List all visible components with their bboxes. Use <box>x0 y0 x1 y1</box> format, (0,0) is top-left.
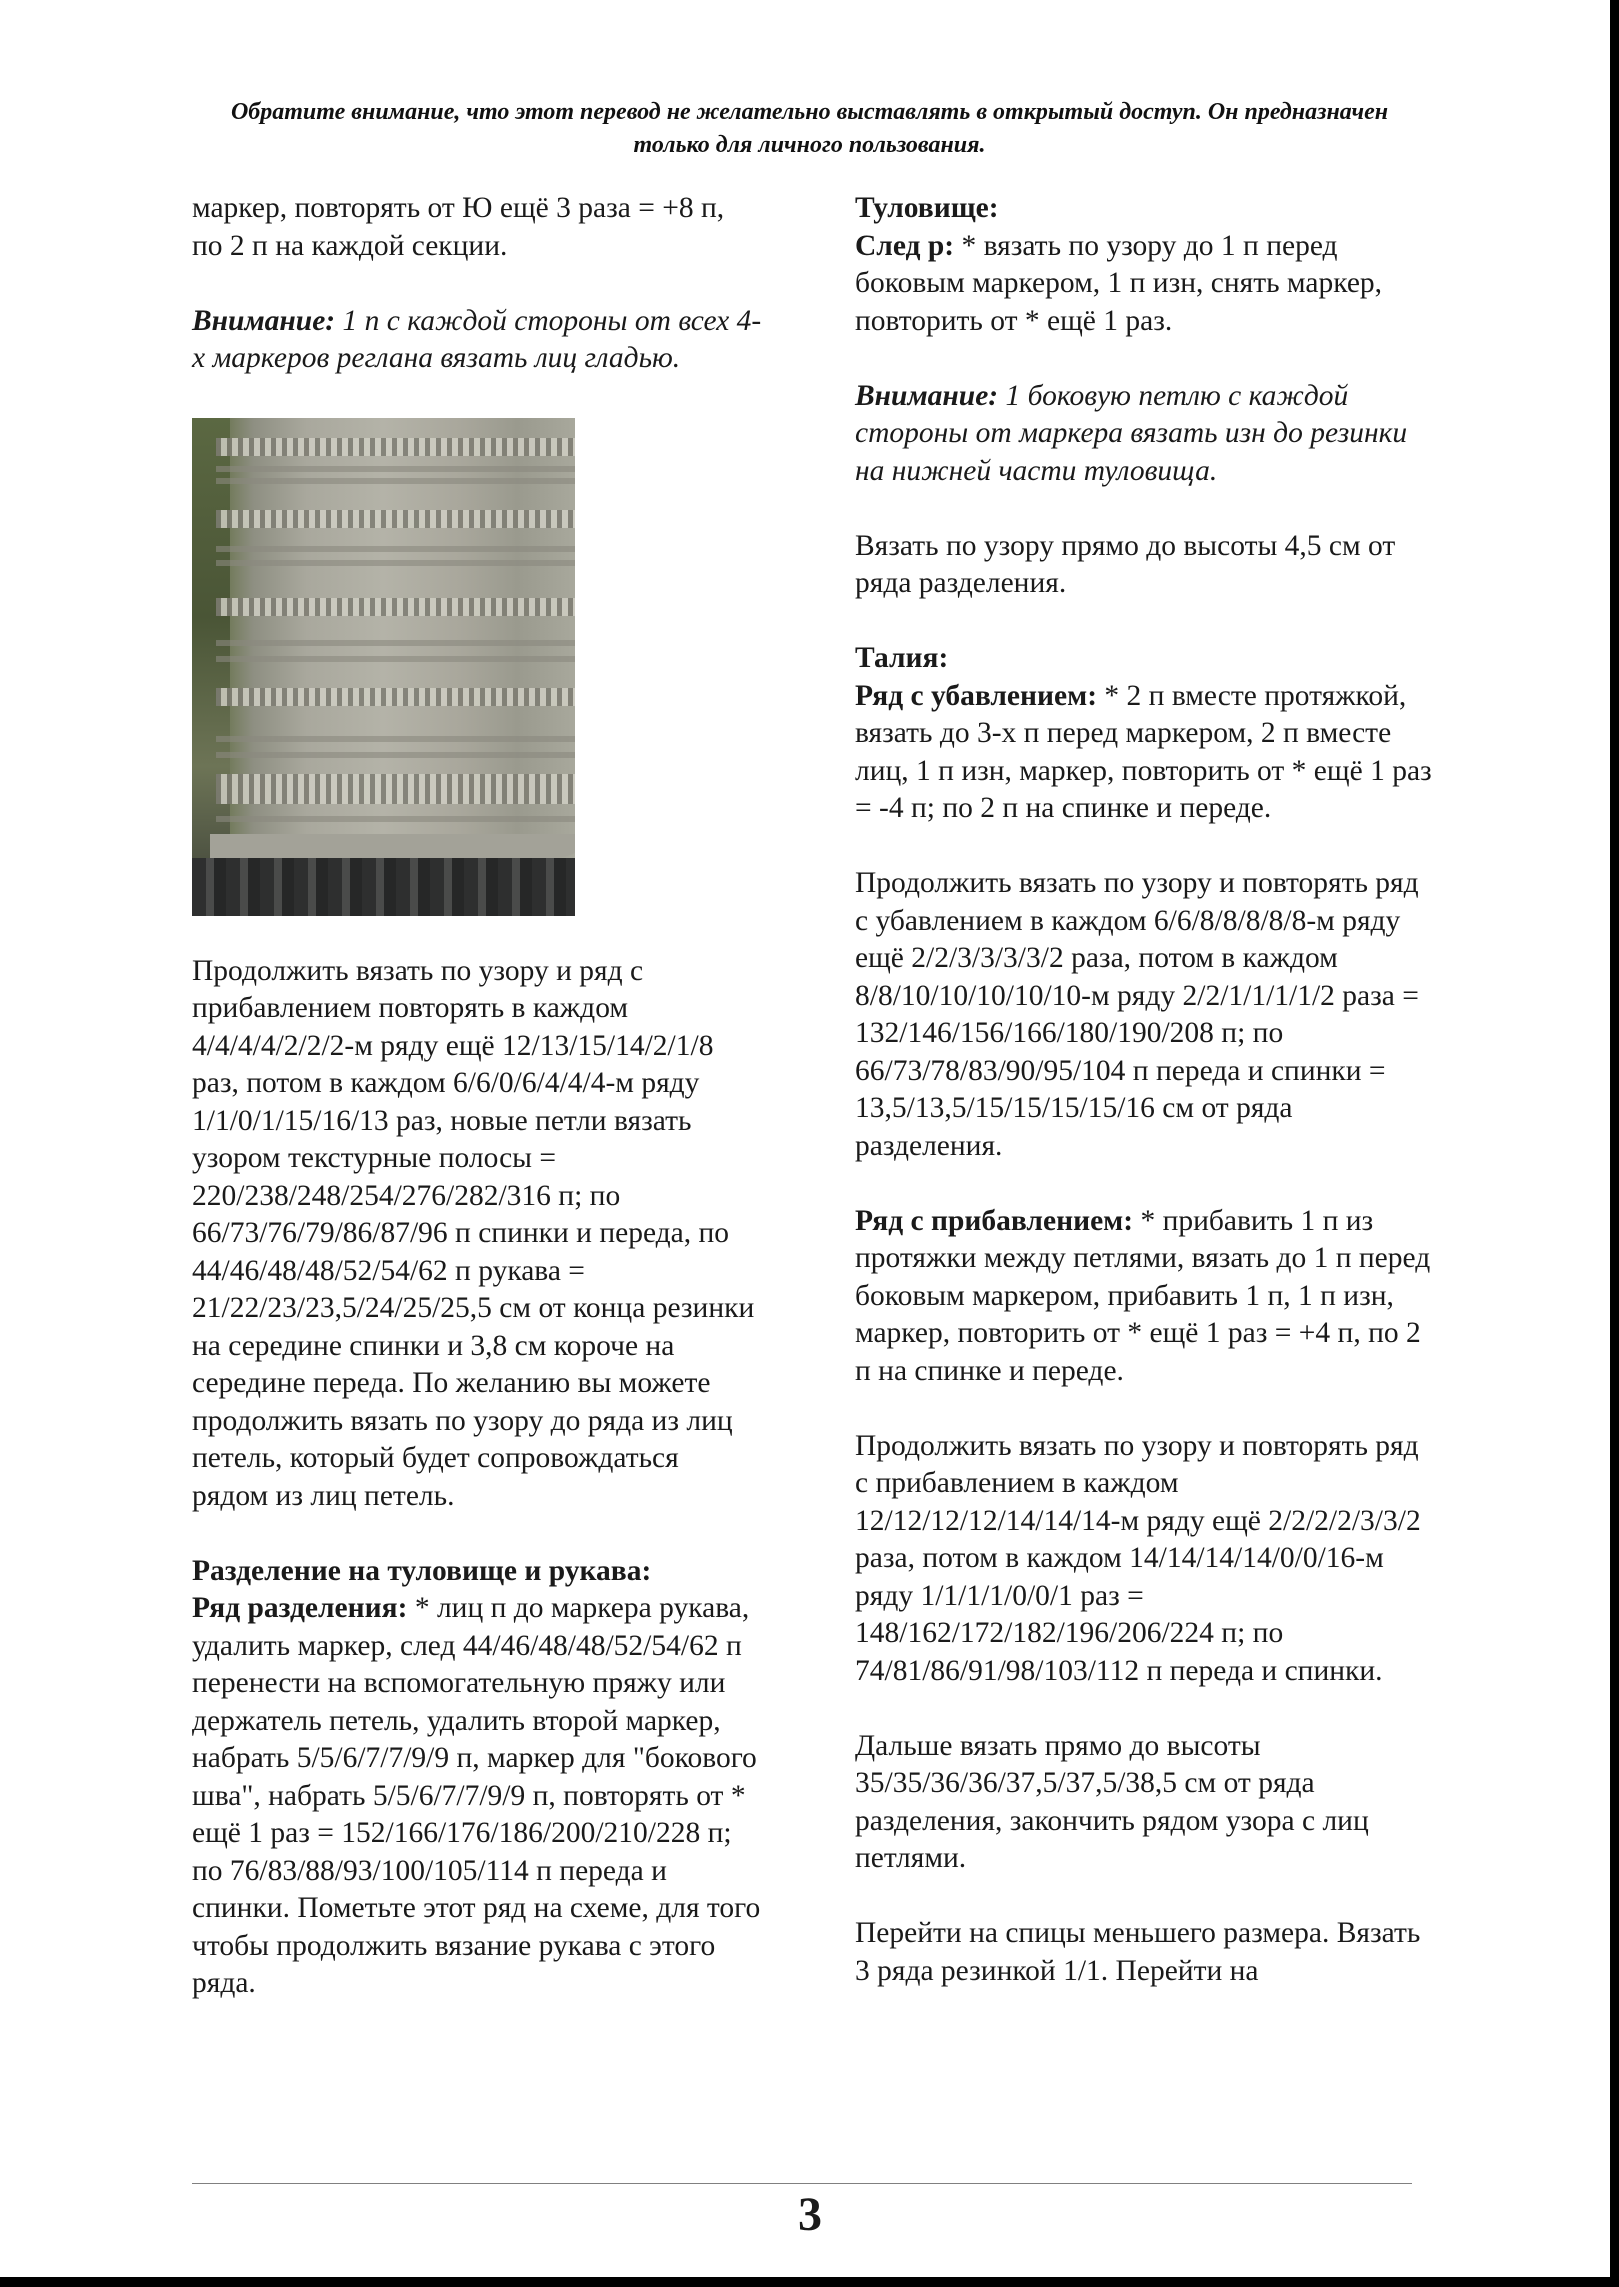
heading-body: Туловище: <box>855 192 999 224</box>
paragraph-increase-repeat-body: Продолжить вязать по узору и повторять ряд с прибавлением в каждом 12/12/12/12/14/14/14-м ряду ещё 2/2/2/2/3/3/2 раза, потом в каждом 14/14/14/14/0/0/16-м ряду 1/1/1/1/0/0/1 раз = 148/162/172/182/196/206/224 п; по 74/81/86/91/98/103/112 п переда и спинки. <box>855 1429 1421 1687</box>
garter-ridge <box>216 816 575 822</box>
paragraph-increase-row <box>855 1203 1435 1391</box>
garter-ridge <box>216 478 575 484</box>
next-row-text: * вязать по узору до 1 п перед боковым маркером, 1 п изн, снять маркер, повторить от * ещё 1 раз. <box>855 229 1383 337</box>
paragraph-attention-side <box>855 378 1435 491</box>
lace-band <box>216 688 575 706</box>
paragraph-height: Вязать по узору прямо до высоты 4,5 см от ряда разделения. <box>855 529 1396 599</box>
lace-band <box>216 438 575 456</box>
attention-text: 1 боковую петлю с каждой стороны от маркера вязать изн до резинки на нижней части туловища. <box>855 379 1408 487</box>
garter-ridge <box>216 466 575 472</box>
heading-waist: Талия: <box>855 642 949 674</box>
left-column <box>192 190 762 2003</box>
paragraph-attention <box>192 303 762 378</box>
garter-ridge <box>216 560 575 566</box>
heading-division: Разделение на туловище и рукава: <box>192 1554 652 1587</box>
paragraph-straight: Дальше вязать прямо до высоты 35/35/36/36/37,5/37,5/38,5 см от ряда разделения, закончить рядом узора с лиц петлями. <box>855 1729 1369 1874</box>
lace-band <box>216 598 575 616</box>
next-row-label: След р: <box>855 229 955 262</box>
decrease-row-label: Ряд с убавлением: <box>855 679 1098 712</box>
attention-label: Внимание: <box>855 379 999 412</box>
paragraph-increase-repeat: Продолжить вязать по узору и ряд с прибавлением повторять в каждом 4/4/4/4/2/2/2-м ряду ещё 12/13/15/14/2/1/8 раз, потом в каждом 6/6/0/6/4/4/4-м ряду 1/1/0/1/15/16/13 раз, новые петли вязать узором текстурные полосы = 220/238/248/254/276/282/316 п; по 66/73/76/79/86/87/96 п спинки и переда, по 44/46/48/48/52/54/62 п рукава = 21/22/23/23,5/24/25/25,5 см от конца резинки на середине спинки и 3,8 см короче на середине переда. По желанию вы можете продолжить вязать по узору до ряда из лиц петель, который будет сопровождаться рядом из лиц петель. <box>192 954 755 1512</box>
skirt <box>192 858 575 916</box>
page-bottom-border <box>0 2277 1619 2287</box>
privacy-notice: Обратите внимание, что этот перевод не желательно выставлять в открытый доступ. Он предназначен только для личного пользования. <box>230 99 1389 158</box>
garter-ridge <box>216 656 575 662</box>
footer-divider <box>192 2183 1412 2184</box>
right-column <box>855 190 1435 1990</box>
page-right-border <box>1610 0 1619 2287</box>
increase-row-text: * прибавить 1 п из протяжки между петлями, вязать до 1 п перед боковым маркером, прибавить 1 п, 1 п изн, маркер, повторить от * ещё 1 раз = +4 п, по 2 п на спинке и переде. <box>855 1204 1431 1387</box>
division-row-text: * лиц п до маркера рукава, удалить маркер, след 44/46/48/48/52/54/62 п перенести на вспомогательную пряжу или держатель петель, удалить второй маркер, набрать 5/5/6/7/7/9/9 п, маркер для "бокового шва", набрать 5/5/6/7/7/9/9 п, повторять от * ещё 1 раз = 152/166/176/186/200/210/228 п; по 76/83/88/93/100/105/114 п переда и спинки. Пометьте этот ряд на схеме, для того чтобы продолжить вязание рукава с этого ряда. <box>192 1592 761 1999</box>
paragraph-marker-repeat: маркер, повторять от Ю ещё 3 раза = +8 п, по 2 п на каждой секции. <box>192 192 725 262</box>
division-row-label: Ряд разделения: <box>192 1592 408 1624</box>
lace-band <box>216 510 575 528</box>
attention-label: Внимание: <box>192 304 336 337</box>
garter-ridge <box>216 736 575 742</box>
paragraph-decrease-repeat: Продолжить вязать по узору и повторять ряд с убавлением в каждом 6/6/8/8/8/8/8-м ряду ещё 2/2/3/3/3/3/2 раза, потом в каждом 8/8/10/10/10/10/10-м ряду 2/2/1/1/1/1/2 раза = 132/146/156/166/180/190/208 п; по 66/73/78/83/90/95/104 п переда и спинки = 13,5/13,5/15/15/15/15/16 см от ряда разделения. <box>855 867 1419 1162</box>
garter-ridge <box>216 640 575 646</box>
lace-band <box>216 774 575 804</box>
garter-ridge <box>216 752 575 758</box>
attention-text: 1 п с каждой стороны от всех 4-х маркеров реглана вязать лиц гладью. <box>192 304 762 374</box>
garter-ridge <box>216 546 575 552</box>
paragraph-next-row <box>855 228 1435 341</box>
paragraph-needles: Перейти на спицы меньшего размера. Вязать 3 ряда резинкой 1/1. Перейти на <box>855 1917 1421 1987</box>
increase-row-label: Ряд с прибавлением: <box>855 1204 1134 1237</box>
sweater-photo <box>192 418 575 916</box>
page-number: 3 <box>798 2188 822 2241</box>
paragraph-division-row <box>192 1590 762 2003</box>
decrease-row-text: * 2 п вместе протяжкой, вязать до 3-х п перед маркером, 2 п вместе лиц, 1 п изн, маркер, повторить от * ещё 1 раз = -4 п; по 2 п на спинке и переде. <box>855 679 1432 824</box>
paragraph-decrease-row <box>855 678 1435 828</box>
